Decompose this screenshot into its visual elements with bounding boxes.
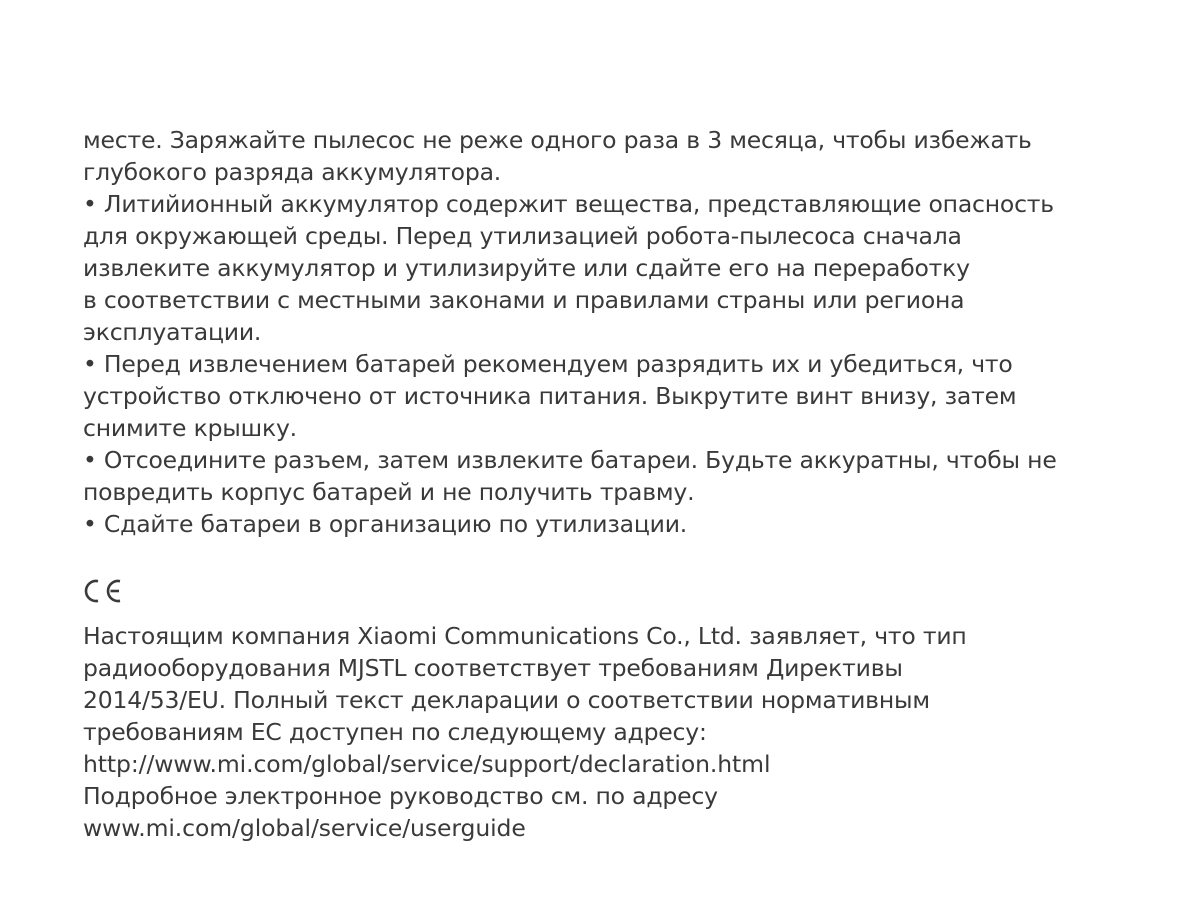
ce-marking-icon	[83, 564, 1133, 618]
user-guide-url: www.mi.com/global/service/userguide	[83, 814, 526, 842]
text-line: повредить корпус батарей и не получить травму.	[83, 478, 695, 506]
bullet-line: • Перед извлечением батарей рекомендуем разрядить их и убедиться, что	[83, 350, 1013, 378]
bullet-line: • Отсоедините разъем, затем извлеките батареи. Будьте аккуратны, чтобы не	[83, 446, 1057, 474]
text-line: 2014/53/EU. Полный текст декларации о соответствии нормативным	[83, 686, 930, 714]
text-line: радиооборудования MJSTL соответствует требованиям Директивы	[83, 654, 903, 682]
bullet-line: • Сдайте батареи в организацию по утилизации.	[83, 510, 688, 538]
text-line: для окружающей среды. Перед утилизацией робота-пылесоса сначала	[83, 222, 962, 250]
text-line: глубокого разряда аккумулятора.	[83, 158, 502, 186]
manual-page	[83, 124, 1133, 844]
eu-declaration-section	[83, 620, 1133, 844]
bullet-line: • Литийионный аккумулятор содержит вещества, представляющие опасность	[83, 190, 1054, 218]
text-line: месте. Заряжайте пылесос не реже одного раза в 3 месяца, чтобы избежать	[83, 126, 1032, 154]
user-guide-text: Подробное электронное руководство см. по адресу	[83, 782, 718, 810]
text-line: эксплуатации.	[83, 318, 262, 346]
text-line: в соответствии с местными законами и правилами страны или региона	[83, 286, 965, 314]
text-line: Настоящим компания Xiaomi Communications Co., Ltd. заявляет, что тип	[83, 622, 967, 650]
text-line: извлеките аккумулятор и утилизируйте или сдайте его на переработку	[83, 254, 970, 282]
declaration-url: http://www.mi.com/global/service/support/declaration.html	[83, 750, 771, 778]
battery-disposal-section	[83, 124, 1133, 540]
text-line: требованиям ЕС доступен по следующему адресу:	[83, 718, 707, 746]
text-line: снимите крышку.	[83, 414, 297, 442]
text-line: устройство отключено от источника питания. Выкрутите винт внизу, затем	[83, 382, 1017, 410]
